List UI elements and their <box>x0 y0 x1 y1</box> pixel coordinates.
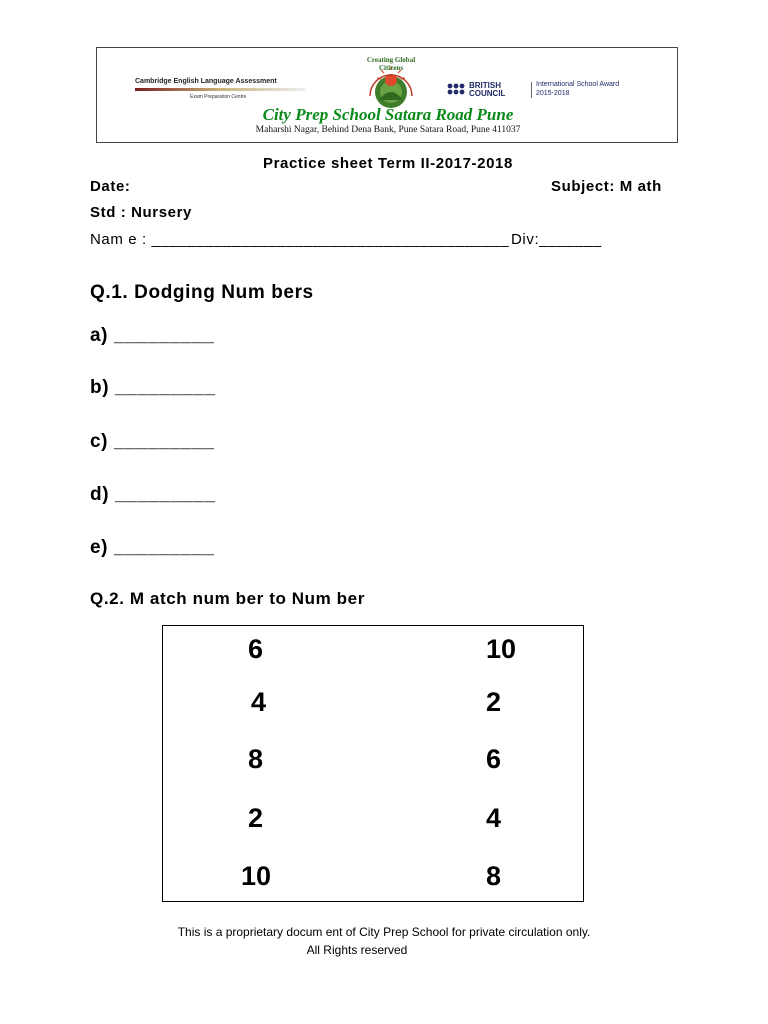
school-name: City Prep School Satara Road Pune <box>262 105 514 124</box>
date-label: Date: <box>90 178 131 195</box>
subject-label: Subject: M ath <box>551 178 662 195</box>
right-number-1: 10 <box>486 634 517 664</box>
british-council-word-1: BRITISH <box>469 81 501 90</box>
answer-line-e: e) _________ <box>90 537 215 558</box>
british-council-word-2: COUNCIL <box>469 89 506 98</box>
british-council-logo <box>447 81 677 101</box>
award-years: 2015-2018 <box>536 90 570 97</box>
cambridge-subtitle: Exam Preparation Centre <box>190 94 247 100</box>
left-number-1: 6 <box>248 634 264 664</box>
logo-divider <box>531 82 532 98</box>
left-number-4: 2 <box>248 803 264 833</box>
answer-line-b: b) _________ <box>90 377 216 398</box>
question-2-heading: Q.2. M atch num ber to Num ber <box>90 589 365 608</box>
award-title: International School Award <box>536 81 620 88</box>
left-number-5: 10 <box>241 861 272 891</box>
sheet-title: Practice sheet Term II-2017-2018 <box>263 155 513 172</box>
school-header-banner <box>96 47 678 143</box>
left-number-2: 4 <box>251 687 267 717</box>
seal-text: Creating Global Citizens <box>366 56 416 72</box>
match-table <box>162 625 584 902</box>
right-number-2: 2 <box>486 687 502 717</box>
cambridge-logo-stripe <box>135 88 305 91</box>
answer-line-c: c) _________ <box>90 431 215 452</box>
british-council-dots-icon <box>447 83 465 95</box>
question-1-heading: Q.1. Dodging Num bers <box>90 282 314 303</box>
school-address: Maharshi Nagar, Behind Dena Bank, Pune Satara Road, Pune 411037 <box>255 125 521 135</box>
left-number-3: 8 <box>248 744 264 774</box>
answer-line-d: d) _________ <box>90 484 216 505</box>
answer-line-a: a) _________ <box>90 325 215 346</box>
right-number-4: 4 <box>486 803 502 833</box>
name-field-label: Nam e : ________________________________________ <box>90 231 510 248</box>
footer-rights: All Rights reserved <box>306 943 408 957</box>
std-label: Std : Nursery <box>90 204 192 221</box>
footer-notice: This is a proprietary docum ent of City Prep School for private circulation only. <box>177 925 591 939</box>
right-number-3: 6 <box>486 744 502 774</box>
cambridge-name: Cambridge English Language Assessment <box>135 78 277 85</box>
division-field-label: Div:_______ <box>511 231 602 248</box>
right-number-5: 8 <box>486 861 502 891</box>
